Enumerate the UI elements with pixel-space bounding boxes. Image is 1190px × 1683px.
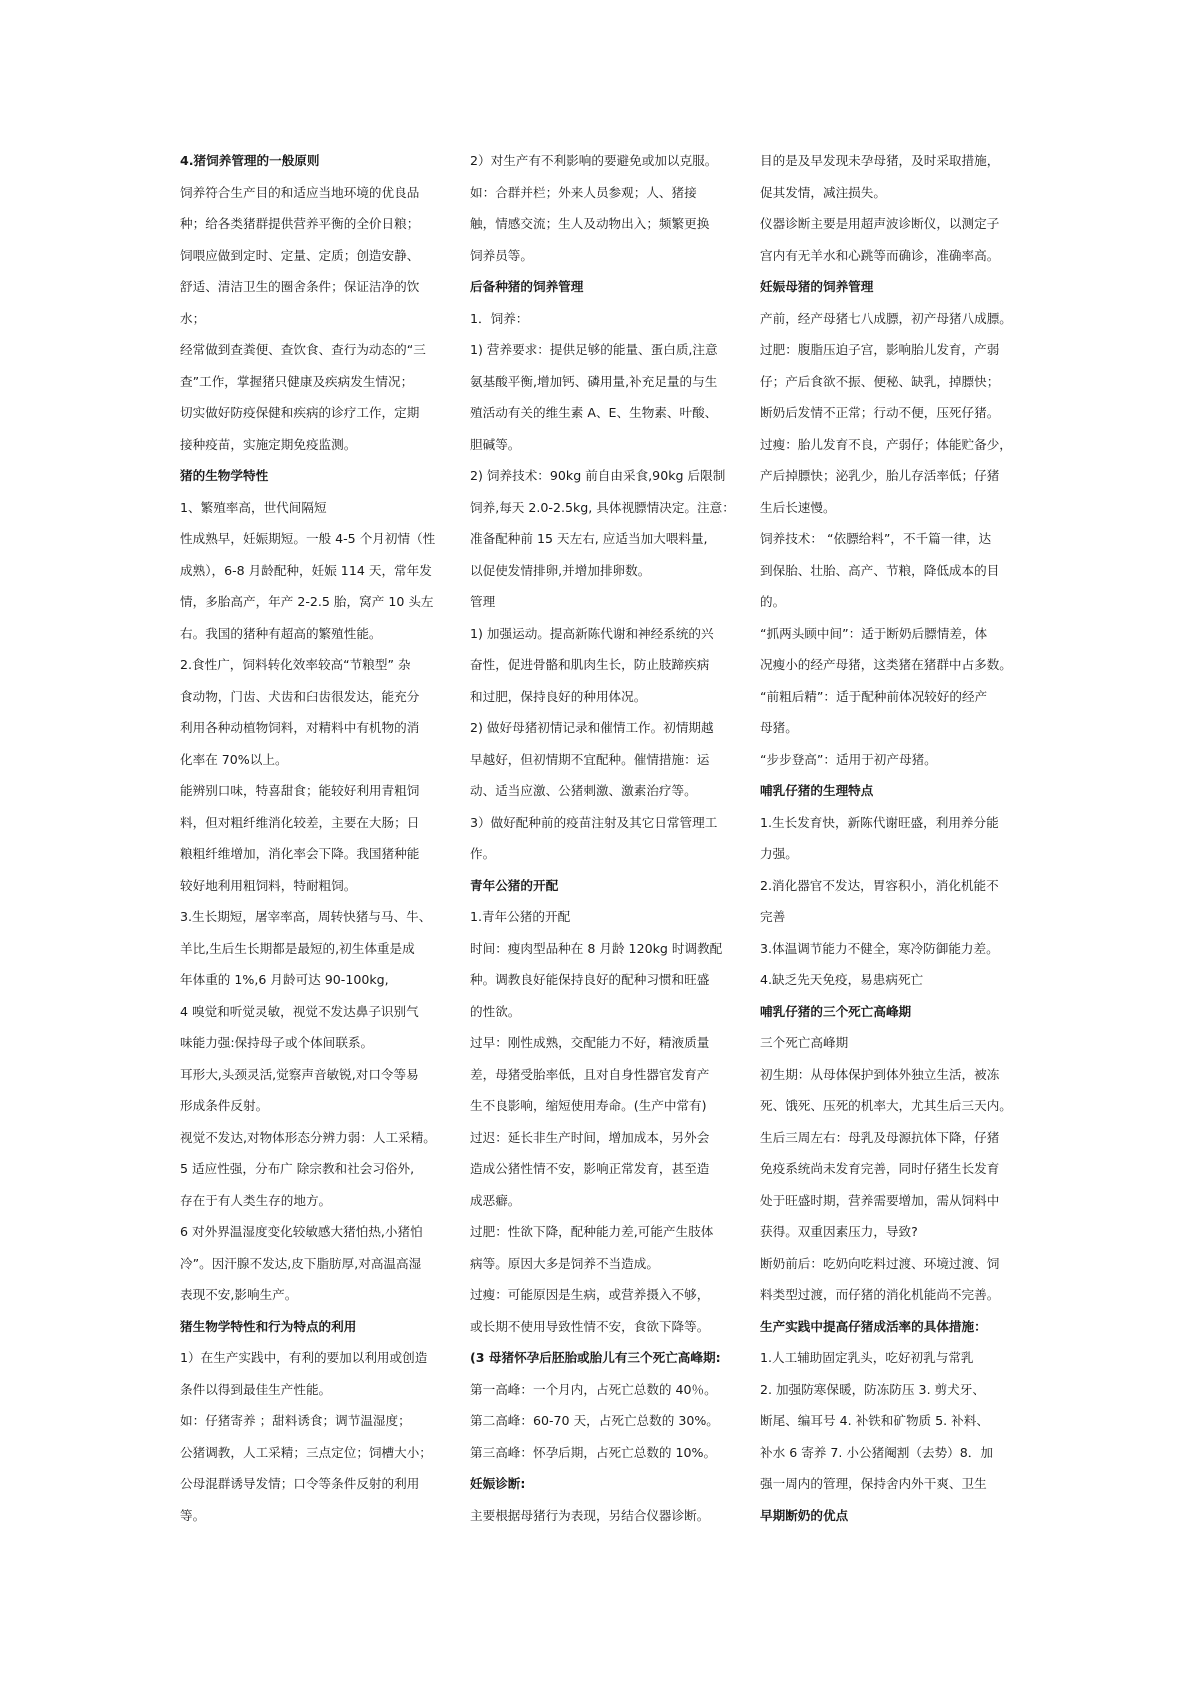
text-line: 如：合群并栏；外来人员参观；人、猪接 — [470, 184, 697, 200]
text-line: 种。调教良好能保持良好的配种习惯和旺盛 — [470, 972, 710, 987]
section-heading: 4.猪饲养管理的一般原则 — [180, 153, 320, 168]
text-line: 1、繁殖率高，世代间隔短 — [180, 499, 327, 515]
text-line: 2) 做好母猪初情记录和催情工作。初情期越 — [470, 720, 714, 735]
text-line: 1.青年公猪的开配 — [470, 909, 571, 924]
text-line: 产后掉膘快；泌乳少，胎儿存活率低；仔猪 — [760, 468, 1000, 483]
text-line: 化率在 70%以上。 — [180, 751, 288, 767]
text-line: 免疫系统尚未发育完善，同时仔猪生长发育 — [760, 1161, 1000, 1176]
text-line: 第一高峰：一个月内，占死亡总数的 40％。 — [470, 1381, 717, 1397]
text-line: 利用各种动植物饲料，对精料中有机物的消 — [180, 720, 420, 735]
text-line: 性成熟早，妊娠期短。一般 4-5 个月初情（性 — [180, 531, 436, 546]
text-line: 第三高峰：怀孕后期，占死亡总数的 10%。 — [470, 1444, 717, 1460]
text-line: 产前，经产母猪七八成膘，初产母猪八成膘。 — [760, 310, 1012, 326]
text-line: 差，母猪受胎率低，且对自身性器官发育产 — [470, 1066, 710, 1082]
section-heading: 哺乳仔猪的三个死亡高峰期 — [760, 1003, 912, 1019]
text-line: 饲养符合生产目的和适应当地环境的优良品 — [180, 184, 420, 200]
text-line: 时间：瘦肉型品种在 8 月龄 120kg 时调教配 — [470, 940, 723, 956]
text-line: 成熟），6-8 月龄配种，妊娠 114 天，常年发 — [180, 562, 432, 578]
text-line: 料类型过渡，而仔猪的消化机能尚不完善。 — [760, 1287, 1000, 1302]
text-line: 饲养技术： “依膘给料”，不千篇一律，达 — [760, 531, 992, 546]
section-heading: 猪的生物学特性 — [180, 468, 269, 483]
text-line: 4.缺乏先天免疫，易患病死亡 — [760, 972, 924, 987]
section-heading: 生产实践中提高仔猪成活率的具体措施： — [760, 1318, 987, 1334]
text-line: 目的是及早发现未孕母猪，及时采取措施， — [760, 153, 1000, 168]
text-line: 饲喂应做到定时、定量、定质；创造安静、 — [180, 247, 420, 263]
text-line: 以促使发情排卵,并增加排卵数。 — [470, 562, 651, 578]
text-line: 触，情感交流；生人及动物出入；频繁更换 — [470, 216, 710, 231]
text-line: 情，多胎高产，年产 2-2.5 胎，窝产 10 头左 — [180, 594, 434, 609]
text-line: 味能力强:保持母子或个体间联系。 — [180, 1035, 374, 1050]
text-line: 动、适当应激、公猪刺激、激素治疗等。 — [470, 783, 697, 798]
text-line: 1.人工辅助固定乳头，吃好初乳与常乳 — [760, 1350, 974, 1365]
text-line: 或长期不使用导致性情不安，食欲下降等。 — [470, 1318, 710, 1334]
text-line: 准备配种前 15 天左右, 应适当加大喂料量, — [470, 531, 708, 546]
text-line: 过肥：性欲下降，配种能力差,可能产生肢体 — [470, 1224, 714, 1239]
text-line: 饲养,每天 2.0-2.5kg, 具体视膘情决定。注意： — [470, 499, 735, 515]
text-line: 的。 — [760, 594, 786, 609]
section-heading: (3 母猪怀孕后胚胎或胎儿有三个死亡高峰期: — [470, 1350, 721, 1365]
text-line: 舒适、清洁卫生的圈舍条件；保证洁净的饮 — [180, 279, 420, 294]
text-line: 胆碱等。 — [470, 436, 521, 452]
text-line: “前粗后精”：适于配种前体况较好的经产 — [760, 688, 988, 704]
text-line: 的性欲。 — [470, 1003, 521, 1019]
text-line: 视觉不发达,对物体形态分辨力弱：人工采精。 — [180, 1129, 436, 1145]
section-heading: 妊娠诊断: — [470, 1476, 526, 1491]
text-line: 1.生长发育快，新陈代谢旺盛，利用养分能 — [760, 814, 999, 830]
text-line: 能辨别口味，特喜甜食；能较好利用青粗饲 — [180, 783, 420, 798]
text-line: 1) 营养要求：提供足够的能量、蛋白质,注意 — [470, 342, 718, 357]
text-line: 4 嗅觉和听觉灵敏，视觉不发达鼻子识别气 — [180, 1003, 419, 1019]
text-line: 切实做好防疫保健和疾病的诊疗工作，定期 — [180, 405, 420, 420]
text-line: 到保胎、壮胎、高产、节粮，降低成本的目 — [760, 562, 1000, 578]
text-line: 管理 — [470, 594, 496, 609]
text-line: 年体重的 1%,6 月龄可达 90-100kg, — [180, 972, 389, 987]
text-line: 三个死亡高峰期 — [760, 1035, 849, 1050]
text-line: 强一周内的管理，保持舍内外干爽、卫生 — [760, 1476, 987, 1491]
text-line: 1．饲养： — [470, 310, 529, 326]
column-right — [760, 145, 1025, 1531]
text-line: 2.食性广，饲料转化效率较高“节粮型” 杂 — [180, 657, 411, 672]
text-line: 2) 饲养技术：90kg 前自由采食,90kg 后限制 — [470, 468, 726, 483]
section-heading: 哺乳仔猪的生理特点 — [760, 783, 874, 798]
text-line: 形成条件反射。 — [180, 1098, 269, 1113]
text-line: 6 对外界温湿度变化较敏感大猪怕热,小猪怕 — [180, 1224, 423, 1239]
text-line: 促其发情，减注损失。 — [760, 184, 886, 200]
text-line: 力强。 — [760, 846, 798, 861]
text-line: 补水 6 寄养 7. 小公猪阉割（去势）8．加 — [760, 1444, 993, 1460]
text-line: 2. 加强防寒保暖，防冻防压 3. 剪犬牙、 — [760, 1381, 985, 1397]
text-line: 羊比,生后生长期都是最短的,初生体重是成 — [180, 940, 415, 956]
text-line: 经常做到查粪便、查饮食、查行为动态的“三 — [180, 342, 426, 357]
text-line: 断尾、编耳号 4. 补铁和矿物质 5. 补料、 — [760, 1413, 989, 1428]
text-line: 过迟：延长非生产时间，增加成本，另外会 — [470, 1129, 710, 1145]
text-line: 生不良影响，缩短使用寿命。(生产中常有) — [470, 1098, 707, 1113]
text-line: 过早：刚性成熟，交配能力不好，精液质量 — [470, 1035, 710, 1050]
section-heading: 青年公猪的开配 — [470, 877, 559, 893]
column-left — [180, 145, 445, 1531]
text-line: 冷”。因汗腺不发达,皮下脂肪厚,对高温高湿 — [180, 1255, 422, 1271]
text-line: 公猪调教，人工采精；三点定位；饲槽大小； — [180, 1444, 432, 1460]
text-line: 生后三周左右：母乳及母源抗体下降，仔猪 — [760, 1129, 1000, 1145]
text-line: 右。我国的猪种有超高的繁殖性能。 — [180, 625, 382, 641]
text-line: 2.消化器官不发达，胃容积小，消化机能不 — [760, 877, 999, 893]
text-line: 初生期：从母体保护到体外独立生活，被冻 — [760, 1066, 1000, 1082]
column-middle — [470, 145, 735, 1531]
text-line: 存在于有人类生存的地方。 — [180, 1192, 332, 1208]
text-line: 条件以得到最佳生产性能。 — [180, 1381, 332, 1397]
text-line: 1）在生产实践中，有利的要加以利用或创造 — [180, 1350, 428, 1365]
section-heading: 猪生物学特性和行为特点的利用 — [180, 1318, 357, 1334]
text-line: 仪器诊断主要是用超声波诊断仪，以测定子 — [760, 216, 1000, 231]
text-line: 获得。双重因素压力，导致? — [760, 1224, 918, 1239]
text-line: 耳形大,头颈灵活,觉察声音敏锐,对口令等易 — [180, 1066, 419, 1082]
text-line: 死、饿死、压死的机率大，尤其生后三天内。 — [760, 1098, 1012, 1113]
text-line: 等。 — [180, 1507, 206, 1523]
section-heading: 后备种猪的饲养管理 — [470, 279, 584, 294]
text-line: 母猪。 — [760, 720, 798, 735]
text-line: 处于旺盛时期，营养需要增加，需从饲料中 — [760, 1192, 1000, 1208]
text-line: 仔；产后食欲不振、便秘、缺乳，掉膘快； — [760, 373, 1000, 389]
text-line: 主要根据母猪行为表现，另结合仪器诊断。 — [470, 1507, 710, 1523]
text-line: 造成公猪性情不安，影响正常发育，甚至造 — [470, 1161, 710, 1176]
text-line: 奋性，促进骨骼和肌肉生长，防止肢蹄疾病 — [470, 657, 710, 672]
text-line: 粮粗纤维增加，消化率会下降。我国猪种能 — [180, 846, 420, 861]
text-line: 水； — [180, 310, 206, 326]
text-line: 公母混群诱导发情；口令等条件反射的利用 — [180, 1476, 420, 1491]
text-line: 3）做好配种前的疫苗注射及其它日常管理工 — [470, 814, 718, 830]
text-line: 宫内有无羊水和心跳等而确诊，准确率高。 — [760, 247, 1000, 263]
text-line: 过瘦：胎儿发育不良，产弱仔；体能贮备少， — [760, 436, 1012, 452]
text-line: 2）对生产有不利影响的要避免或加以克服。 — [470, 153, 718, 168]
text-line: 断奶前后：吃奶向吃料过渡、环境过渡、饲 — [760, 1255, 1000, 1271]
text-line: 查”工作，掌握猪只健康及疾病发生情况； — [180, 373, 414, 389]
text-line: 1) 加强运动。提高新陈代谢和神经系统的兴 — [470, 625, 714, 641]
text-line: 种；给各类猪群提供营养平衡的全价日粮； — [180, 216, 420, 231]
text-line: 断奶后发情不正常；行动不便，压死仔猪。 — [760, 405, 1000, 420]
text-line: 和过肥，保持良好的种用体况。 — [470, 688, 647, 704]
text-line: 病等。原因大多是饲养不当造成。 — [470, 1255, 659, 1271]
text-line: 早越好，但初情期不宜配种。催情措施：运 — [470, 751, 710, 767]
text-line: 况瘦小的经产母猪，这类猪在猪群中占多数。 — [760, 657, 1012, 672]
text-line: 5 适应性强，分布广 除宗教和社会习俗外, — [180, 1161, 415, 1176]
text-line: 过瘦：可能原因是生病，或营养摄入不够， — [470, 1287, 710, 1302]
text-line: 殖活动有关的维生素 A、E、生物素、叶酸、 — [470, 405, 718, 420]
text-line: 作。 — [470, 846, 496, 861]
text-line: 氨基酸平衡,增加钙、磷用量,补充足量的与生 — [470, 373, 718, 389]
text-line: “抓两头顾中间”：适于断奶后膘情差，体 — [760, 625, 988, 641]
text-line: 过肥：腹脂压迫子宫，影响胎儿发育，产弱 — [760, 342, 1000, 357]
text-line: 饲养员等。 — [470, 247, 533, 263]
text-line: 接种疫苗，实施定期免疫监测。 — [180, 436, 357, 452]
text-line: 食动物，门齿、犬齿和臼齿很发达，能充分 — [180, 688, 420, 704]
text-line: 生后长速慢。 — [760, 499, 836, 515]
text-line: 料，但对粗纤维消化较差，主要在大肠；日 — [180, 814, 420, 830]
section-heading: 早期断奶的优点 — [760, 1507, 849, 1523]
text-line: 3.体温调节能力不健全，寒冷防御能力差。 — [760, 940, 999, 956]
text-line: “步步登高”：适用于初产母猪。 — [760, 751, 937, 767]
text-line: 第二高峰：60-70 天，占死亡总数的 30%。 — [470, 1413, 719, 1428]
text-line: 成恶癖。 — [470, 1192, 521, 1208]
text-line: 如：仔猪寄养 ；甜料诱食；调节温湿度； — [180, 1413, 411, 1428]
text-line: 完善 — [760, 909, 786, 924]
section-heading: 妊娠母猪的饲养管理 — [760, 279, 874, 294]
text-line: 表现不安,影响生产。 — [180, 1287, 298, 1302]
text-line: 3.生长期短，屠宰率高，周转快猪与马、牛、 — [180, 909, 432, 924]
text-line: 较好地利用粗饲料，特耐粗饲。 — [180, 877, 357, 893]
